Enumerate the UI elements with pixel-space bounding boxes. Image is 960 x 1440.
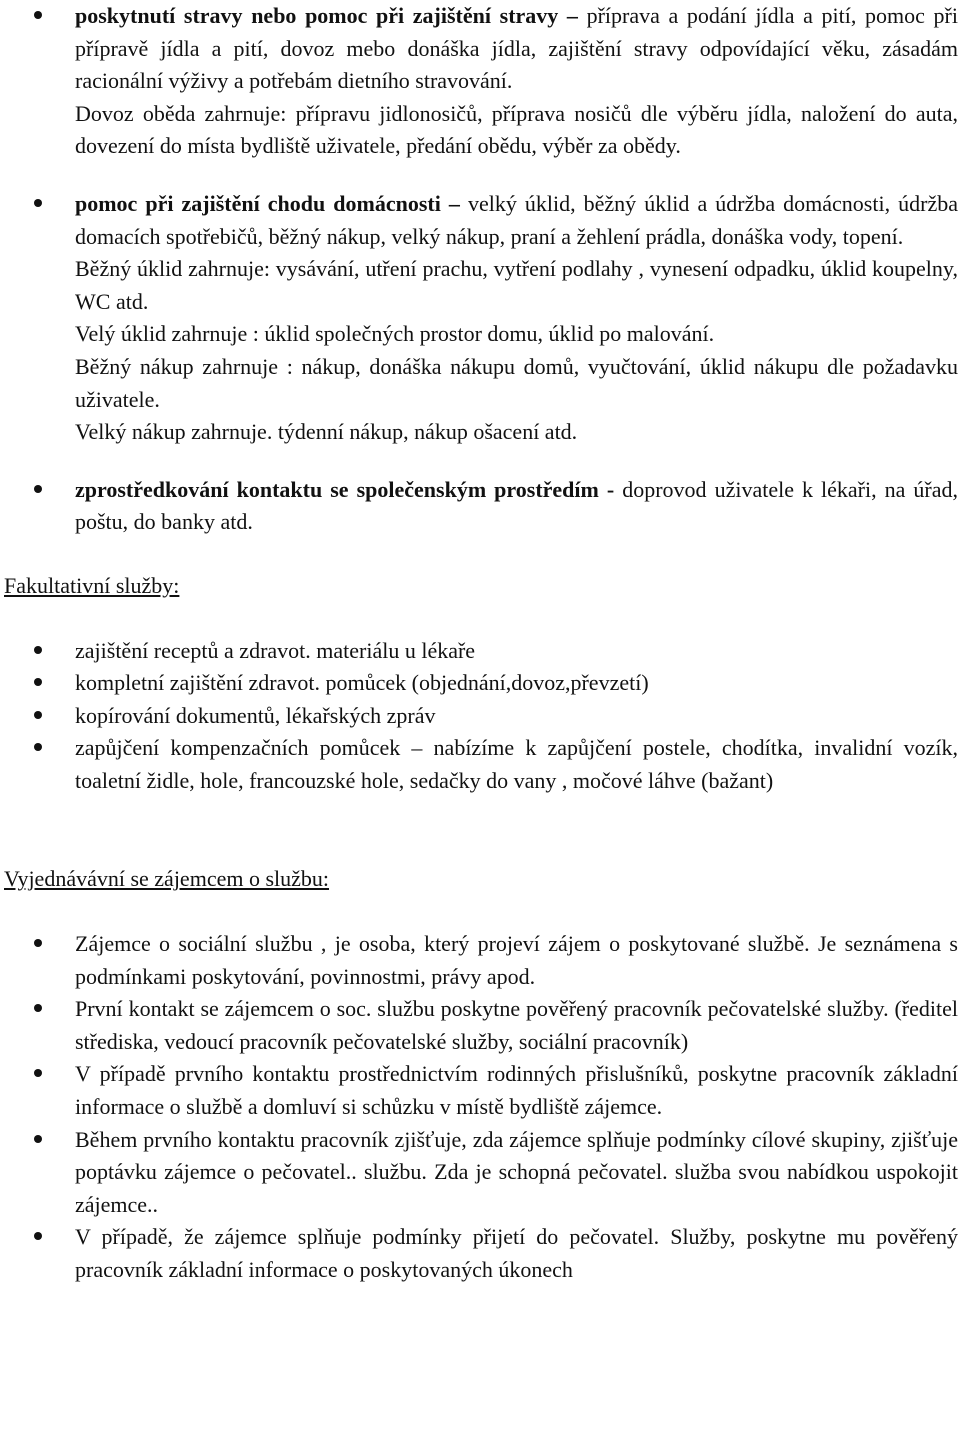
basic-services-list [0,0,960,539]
text: Během prvního kontaktu pracovník zjišťuje, zda zájemce splňuje podmínky cílové skupiny, zjišťuje poptávku zájemce o pečovatel.. službu. Zda je schopná pečovatel. služba svou nabídkou uspokojit zájemce.. [75,1126,958,1217]
bullet-icon [34,1069,42,1077]
paragraph-line [75,732,958,797]
text: Dovoz oběda zahrnuje: přípravu jidlonosičů, příprava nosičů dle výběru jídla, naložení do auta, dovezení do místa bydliště uživatele, předání obědu, výběr za obědy. [75,100,958,159]
list-item [0,993,960,1058]
paragraph-line [75,98,958,163]
list-item [0,1124,960,1222]
paragraph-line [75,188,958,253]
text: zapůjčení kompenzačních pomůcek – nabízíme k zapůjčení postele, chodítka, invalidní vozík, toaletní židle, hole, francouzské hole, sedačky do vany , močové láhve (bažant) [75,735,958,793]
text: Běžný úklid zahrnuje: vysávání, utření prachu, vytření podlahy , vynesení odpadku, úklid koupelny, WC atd. [75,256,958,314]
section-heading-optional-services: Fakultativní služby: [4,572,180,598]
paragraph-line [75,253,958,318]
text: kopírování dokumentů, lékařských zpráv [75,702,436,728]
bullet-icon [34,743,42,751]
text: První kontakt se zájemcem o soc. službu poskytne pověřený pracovník pečovatelské služby. (ředitel střediska, vedoucí pracovník pečovatelské služby, sociální pracovník) [75,996,958,1054]
paragraph-line [75,318,958,351]
text: Běžný nákup zahrnuje : nákup, donáška nákupu domů, vyučtování, úklid nákupu dle požadavku uživatele. [75,353,958,412]
bullet-icon [34,939,42,947]
bullet-icon [34,1135,42,1143]
bullet-icon [34,199,42,207]
list-item [0,635,960,668]
text: Velý úklid zahrnuje : úklid společných prostor domu, úklid po malování. [75,321,715,347]
paragraph-line [75,1058,958,1123]
paragraph-line [75,928,958,993]
bullet-icon [34,711,42,719]
list-item [0,474,960,539]
list-item [0,0,960,163]
text: příprava a podání jídla a pití, pomoc při přípravě jídla a pití, dovoz mebo donáška jídla, zajištění stravy odpovídající věku, zásadám racionální výživy a potřebám dietního stravování. [75,3,958,94]
paragraph-line [75,1221,958,1286]
paragraph-line [75,1124,958,1222]
list-item [0,732,960,797]
bullet-icon [34,678,42,686]
paragraph-line [75,993,958,1058]
text: kompletní zajištění zdravot. pomůcek (objednání,dovoz,převzetí) [75,670,649,696]
list-item [0,1058,960,1123]
bold-text: poskytnutí stravy nebo pomoc při zajištění stravy – [75,3,587,28]
bold-text: zprostředkování kontaktu se společenským prostředím - [75,476,623,502]
text: V případě, že zájemce splňuje podmínky přijetí do pečovatel. Služby, poskytne mu pověřený pracovník základní informace o poskytovaných úkonech [75,1224,958,1282]
paragraph-line [75,416,958,449]
paragraph-line [75,474,958,539]
optional-services-list [0,635,960,798]
text: zajištění receptů a zdravot. materiálu u lékaře [75,637,476,663]
bullet-icon [34,485,42,493]
text: doprovod uživatele k lékaři, na úřad, poštu, do banky atd. [75,476,958,535]
paragraph-line [75,351,958,416]
text: V případě prvního kontaktu prostřednictvím rodinných přislušníků, poskytne pracovník základní informace o službě a domluví si schůzku v místě bydliště zájemce. [75,1061,958,1120]
bullet-icon [34,1004,42,1012]
applicant-negotiation-list [0,928,960,1287]
bullet-icon [34,646,42,654]
paragraph-line [75,667,958,700]
text: Zájemce o sociální službu , je osoba, který projeví zájem o poskytované službě. Je seznámena s podmínkami poskytování, povinnostmi, právy apod. [75,931,958,989]
list-item [0,188,960,449]
bold-text: pomoc při zajištění chodu domácnosti – [75,190,468,216]
paragraph-line [75,0,958,98]
list-item [0,1221,960,1286]
list-item [0,667,960,700]
text: velký úklid, běžný úklid a údržba domácnosti, údržba domacích spotřebičů, běžný nákup, velký nákup, praní a žehlení prádla, donáška vody, topení. [75,190,958,249]
text: Velký nákup zahrnuje. týdenní nákup, nákup ošacení atd. [75,419,578,445]
paragraph-line [75,635,958,668]
list-item [0,700,960,733]
section-heading-applicant-negotiation: Vyjednávávní se zájemcem o službu: [4,866,330,892]
bullet-icon [34,1232,42,1240]
paragraph-line [75,700,958,733]
bullet-icon [34,11,42,19]
list-item [0,928,960,993]
